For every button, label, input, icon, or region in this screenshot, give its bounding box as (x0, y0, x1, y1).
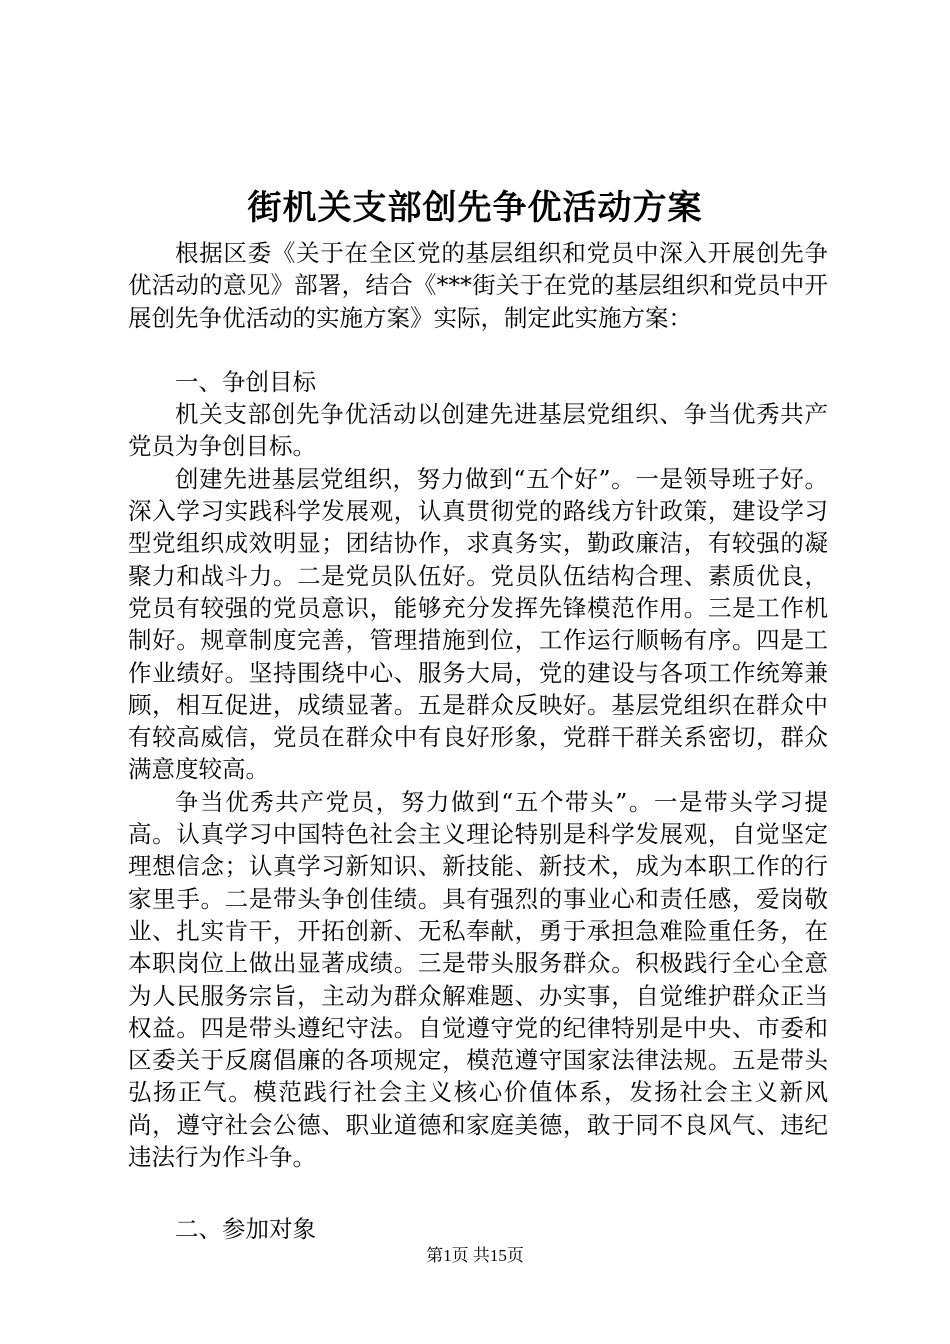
intro-paragraph: 根据区委《关于在全区党的基层组织和党员中深入开展创先争优活动的意见》部署，结合《***街关于在党的基层组织和党员中开展创先争优活动的实施方案》实际，制定此实施方案： (128, 239, 828, 332)
section-heading-participants: 二、参加对象 (175, 1215, 316, 1244)
goals-paragraph-3: 争当优秀共产党员，努力做到“五个带头”。一是带头学习提高。认真学习中国特色社会主义理论特别是科学发展观，自觉坚定理想信念；认真学习新知识、新技能、新技术，成为本职工作的行家里手。二是带头争创佳绩。具有强烈的事业心和责任感，爱岗敬业、扎实肯干，开拓创新、无私奉献，勇于承担急难险重任务，在本职岗位上做出显著成绩。三是带头服务群众。积极践行全心全意为人民服务宗旨，主动为群众解难题、办实事，自觉维护群众正当权益。四是带头遵纪守法。自觉遵守党的纪律特别是中央、市委和区委关于反腐倡廉的各项规定，模范遵守国家法律法规。五是带头弘扬正气。模范践行社会主义核心价值体系，发扬社会主义新风尚，遵守社会公德、职业道德和家庭美德，敢于同不良风气、违纪违法行为作斗争。 (128, 787, 828, 1172)
section-heading-goals: 一、争创目标 (175, 367, 316, 396)
spacer (128, 1173, 828, 1213)
goals-paragraph-1: 机关支部创先争优活动以创建先进基层党组织、争当优秀共产党员为争创目标。 (128, 400, 828, 461)
page-footer: 第1页 共15页 (426, 1246, 524, 1265)
spacer (128, 334, 828, 366)
document-title: 街机关支部创先争优活动方案 (247, 188, 703, 228)
document-body (128, 237, 828, 1246)
goals-paragraph-2: 创建先进基层党组织，努力做到“五个好”。一是领导班子好。深入学习实践科学发展观，认真贯彻党的路线方针政策，建设学习型党组织成效明显；团结协作，求真务实，勤政廉洁，有较强的凝聚力和战斗力。二是党员队伍好。党员队伍结构合理、素质优良，党员有较强的党员意识，能够充分发挥先锋模范作用。三是工作机制好。规章制度完善，管理措施到位，工作运行顺畅有序。四是工作业绩好。坚持围绕中心、服务大局，党的建设与各项工作统筹兼顾，相互促进，成绩显著。五是群众反映好。基层党组织在群众中有较高威信，党员在群众中有良好形象，党群干群关系密切，群众满意度较高。 (128, 464, 828, 784)
